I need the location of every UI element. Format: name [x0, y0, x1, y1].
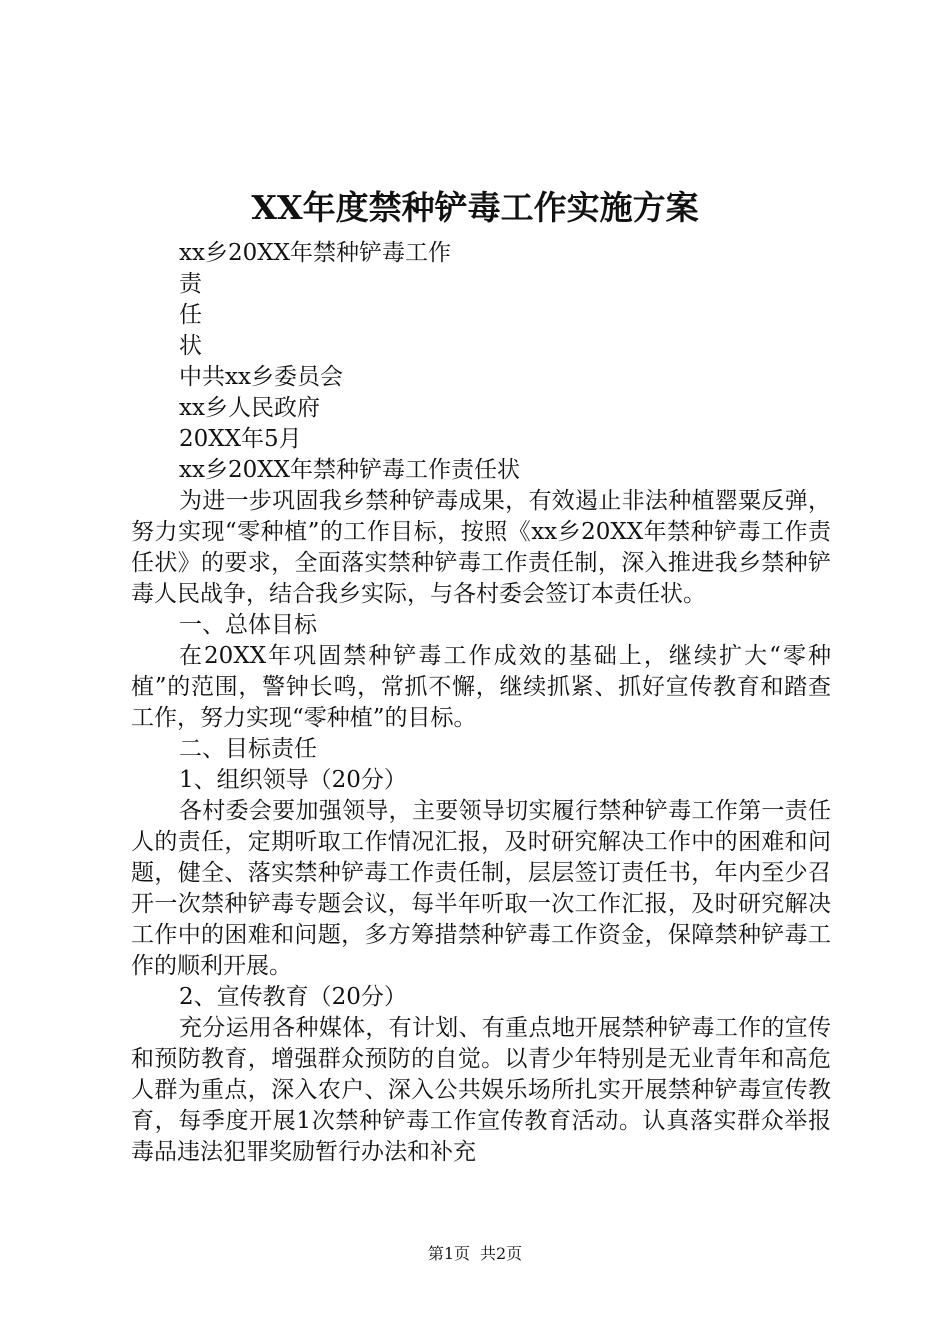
- section-paragraph-1: 在20XX年巩固禁种铲毒工作成效的基础上，继续扩大“零种植”的范围，警钟长鸣，常抓不懈，继续抓紧、抓好宣传教育和踏查工作，努力实现“零种植”的目标。: [131, 643, 831, 731]
- header-line-4: 状: [179, 333, 202, 359]
- page-footer: [0, 1243, 950, 1265]
- subtitle: xx乡20XX年禁种铲毒工作责任状: [179, 457, 520, 483]
- page-number-total: 共2页: [480, 1244, 523, 1263]
- page-number-current: 第1页: [427, 1244, 470, 1263]
- header-line-2: 责: [179, 271, 202, 297]
- item-heading-1: 1、组织领导（20分）: [179, 767, 407, 793]
- intro-paragraph: 为进一步巩固我乡禁种铲毒成果，有效遏止非法种植罂粟反弹，努力实现“零种植”的工作目标，按照《xx乡20XX年禁种铲毒工作责任状》的要求，全面落实禁种铲毒工作责任制，深入推进我乡禁种铲毒人民战争，结合我乡实际，与各村委会签订本责任状。: [131, 488, 831, 607]
- issuer-government: xx乡人民政府: [179, 395, 320, 421]
- item-heading-2: 2、宣传教育（20分）: [179, 984, 407, 1010]
- document-title: XX年度禁种铲毒工作实施方案: [251, 188, 699, 227]
- header-line-3: 任: [179, 302, 202, 328]
- section-heading-2: 二、目标责任: [179, 736, 317, 762]
- item-paragraph-2: 充分运用各种媒体，有计划、有重点地开展禁种铲毒工作的宣传和预防教育，增强群众预防的自觉。以青少年特别是无业青年和高危人群为重点，深入农户、深入公共娱乐场所扎实开展禁种铲毒宣传教育，每季度开展1次禁种铲毒工作宣传教育活动。认真落实群众举报毒品违法犯罪奖励暂行办法和补充: [131, 1015, 831, 1165]
- header-line-1: xx乡20XX年禁种铲毒工作: [179, 240, 451, 266]
- section-heading-1: 一、总体目标: [179, 612, 317, 638]
- item-paragraph-1: 各村委会要加强领导，主要领导切实履行禁种铲毒工作第一责任人的责任，定期听取工作情况汇报，及时研究解决工作中的困难和问题，健全、落实禁种铲毒工作责任制，层层签订责任书，年内至少召开一次禁种铲毒专题会议，每半年听取一次工作汇报，及时研究解决工作中的困难和问题，多方筹措禁种铲毒工作资金，保障禁种铲毒工作的顺利开展。: [131, 798, 831, 979]
- document-body: [131, 238, 831, 1168]
- issue-date: 20XX年5月: [179, 426, 302, 452]
- issuer-party-committee: 中共xx乡委员会: [179, 364, 343, 390]
